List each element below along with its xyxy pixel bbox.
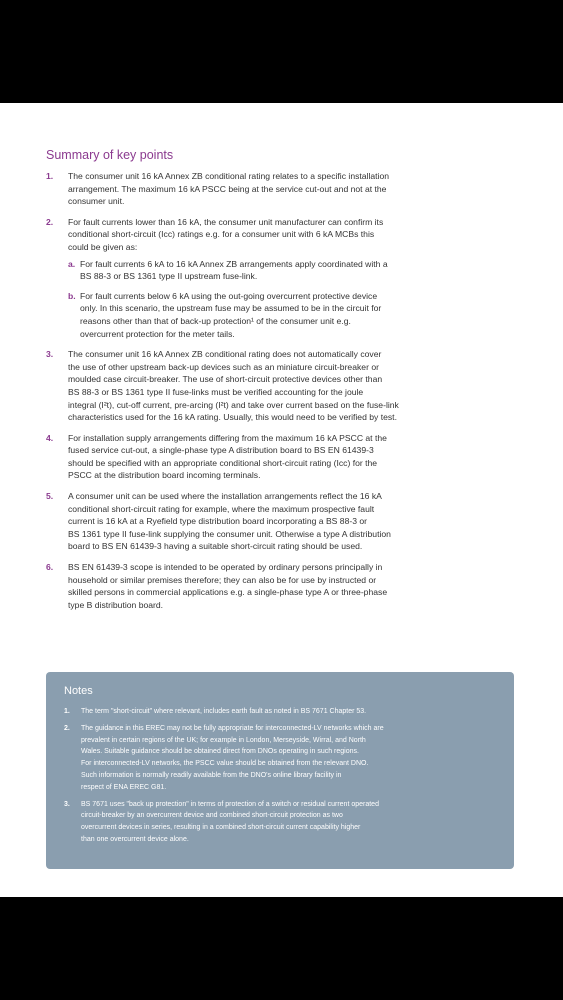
item-number: 3. bbox=[46, 349, 54, 360]
text-line: the use of other upstream back-up devices such as an miniature circuit-breaker or bbox=[68, 361, 379, 372]
text-line: For fault currents below 6 kA using the out-going overcurrent protective device bbox=[80, 290, 378, 301]
text-line: For interconnected-LV networks, the PSCC value should be obtained from the relevant DNO. bbox=[81, 760, 369, 768]
sub-list bbox=[68, 258, 486, 341]
key-point-item bbox=[46, 348, 486, 424]
note-number: 1. bbox=[64, 708, 70, 715]
item-number: 4. bbox=[46, 432, 54, 443]
text-line: For installation supply arrangements differing from the maximum 16 kA PSCC at the bbox=[68, 432, 387, 443]
text-line: The guidance in this EREC may not be fully appropriate for interconnected-LV networks which are bbox=[81, 724, 384, 732]
text-line: BS 88-3 or BS 1361 type II upstream fuse-link. bbox=[80, 271, 258, 282]
note-number: 3. bbox=[64, 800, 70, 808]
item-text bbox=[68, 490, 486, 553]
text-line: The consumer unit 16 kA Annex ZB conditional rating relates to a specific installation bbox=[68, 171, 390, 181]
note-text bbox=[81, 799, 484, 846]
text-line: respect of ENA EREC G81. bbox=[81, 783, 167, 791]
item-text bbox=[68, 170, 486, 208]
text-line: type B distribution board. bbox=[68, 599, 164, 610]
sub-item-text bbox=[80, 258, 486, 283]
note-number: 2. bbox=[64, 724, 70, 732]
page-title: Summary of key points bbox=[46, 148, 174, 162]
text-line: conditional short-circuit (Icc) ratings e.g. for a consumer unit with 6 kA MCBs this bbox=[68, 229, 375, 240]
text-line: consumer unit. bbox=[68, 196, 125, 207]
text-line: BS 88-3 or BS 1361 type II fuse-links must be verified accounting for the joule bbox=[68, 386, 364, 397]
item-text bbox=[68, 216, 486, 254]
notes-title: Notes bbox=[64, 685, 93, 697]
text-line: conditional short-circuit rating for example, where the maximum prospective fault bbox=[68, 503, 375, 514]
text-line: The term "short-circuit" where relevant, includes earth fault as noted in BS 7671 Chapter 53. bbox=[81, 708, 367, 715]
text-line: The consumer unit 16 kA Annex ZB conditional rating does not automatically cover bbox=[68, 349, 382, 360]
text-line: could be given as: bbox=[68, 241, 138, 252]
document-page bbox=[0, 103, 563, 897]
text-line: current is 16 kA at a Ryefield type distribution board incorporating a BS 88-3 or bbox=[68, 516, 368, 527]
key-points-list bbox=[46, 170, 486, 619]
text-line: A consumer unit can be used where the installation arrangements reflect the 16 kA bbox=[68, 491, 382, 502]
sub-item-text bbox=[80, 290, 486, 340]
item-number: 6. bbox=[46, 562, 54, 573]
text-line: prevalent in certain regions of the UK; for example in London, Merseyside, Wirral, and North bbox=[81, 736, 366, 744]
text-line: BS EN 61439-3 scope is intended to be operated by ordinary persons principally in bbox=[68, 562, 383, 573]
text-line: than one overcurrent device alone. bbox=[81, 835, 189, 843]
item-text bbox=[68, 348, 486, 424]
key-point-item bbox=[46, 490, 486, 553]
note-item bbox=[64, 706, 484, 718]
key-point-item bbox=[46, 170, 486, 208]
text-line: circuit-breaker by an overcurrent device and combined short-circuit protection as two bbox=[81, 812, 343, 820]
notes-box bbox=[46, 672, 514, 869]
text-line: BS 1361 type II fuse-link supplying the consumer unit. Otherwise a type A distribution bbox=[68, 528, 391, 539]
text-line: For fault currents 6 kA to 16 kA Annex ZB arrangements apply coordinated with a bbox=[80, 258, 388, 269]
item-number: 1. bbox=[46, 171, 54, 181]
text-line: moulded case circuit-breaker. The use of short-circuit protective devices other than bbox=[68, 374, 383, 385]
text-line: skilled persons in commercial applications e.g. a single-phase type A or three-phase bbox=[68, 587, 388, 598]
sub-item bbox=[68, 258, 486, 283]
text-line: reasons other than that of back-up protection¹ of the consumer unit e.g. bbox=[80, 315, 351, 326]
text-line: fused service cut-out, a single-phase type A distribution board to BS EN 61439-3 bbox=[68, 445, 374, 456]
text-line: Wales. Suitable guidance should be obtained direct from DNOs operating in such regions. bbox=[81, 748, 359, 756]
item-text bbox=[68, 432, 486, 482]
text-line: household or similar premises therefore; they can also be for use by instructed or bbox=[68, 574, 377, 585]
sub-item-letter: b. bbox=[68, 290, 76, 301]
text-line: BS 7671 uses "back up protection" in terms of protection of a switch or residual current operated bbox=[81, 800, 379, 808]
text-line: overcurrent devices in series, resulting in a combined short-circuit current capability higher bbox=[81, 824, 361, 832]
text-line: overcurrent protection for the meter tails. bbox=[80, 328, 235, 339]
item-number: 2. bbox=[46, 216, 54, 227]
text-line: PSCC at the distribution board incoming terminals. bbox=[68, 470, 261, 481]
sub-item bbox=[68, 290, 486, 340]
note-item bbox=[64, 723, 484, 794]
item-number: 5. bbox=[46, 491, 54, 502]
key-point-item bbox=[46, 561, 486, 611]
text-line: only. In this scenario, the upstream fuse may be assumed to be in the circuit for bbox=[80, 303, 382, 314]
text-line: characteristics used for the 16 kA rating. Usually, this would need to be verified by test. bbox=[68, 412, 397, 423]
text-line: arrangement. The maximum 16 kA PSCC being at the service cut-out and not at the bbox=[68, 183, 387, 194]
sub-item-letter: a. bbox=[68, 258, 76, 269]
note-item bbox=[64, 799, 484, 846]
note-text bbox=[81, 723, 484, 794]
text-line: Such information is normally readily available from the DNO's online library facility in bbox=[81, 771, 342, 779]
text-line: board to BS EN 61439-3 having a suitable short-circuit rating should be used. bbox=[68, 541, 363, 552]
item-text bbox=[68, 561, 486, 611]
notes-list bbox=[64, 706, 484, 851]
key-point-item bbox=[46, 216, 486, 340]
key-point-item bbox=[46, 432, 486, 482]
text-line: integral (I²t), cut-off current, pre-arcing (I²t) and take over current based on the fuse-link bbox=[68, 399, 399, 410]
note-text bbox=[81, 706, 484, 718]
text-line: For fault currents lower than 16 kA, the consumer unit manufacturer can confirm its bbox=[68, 216, 384, 227]
text-line: should be specified with an appropriate conditional short-circuit rating (Icc) for the bbox=[68, 457, 378, 468]
